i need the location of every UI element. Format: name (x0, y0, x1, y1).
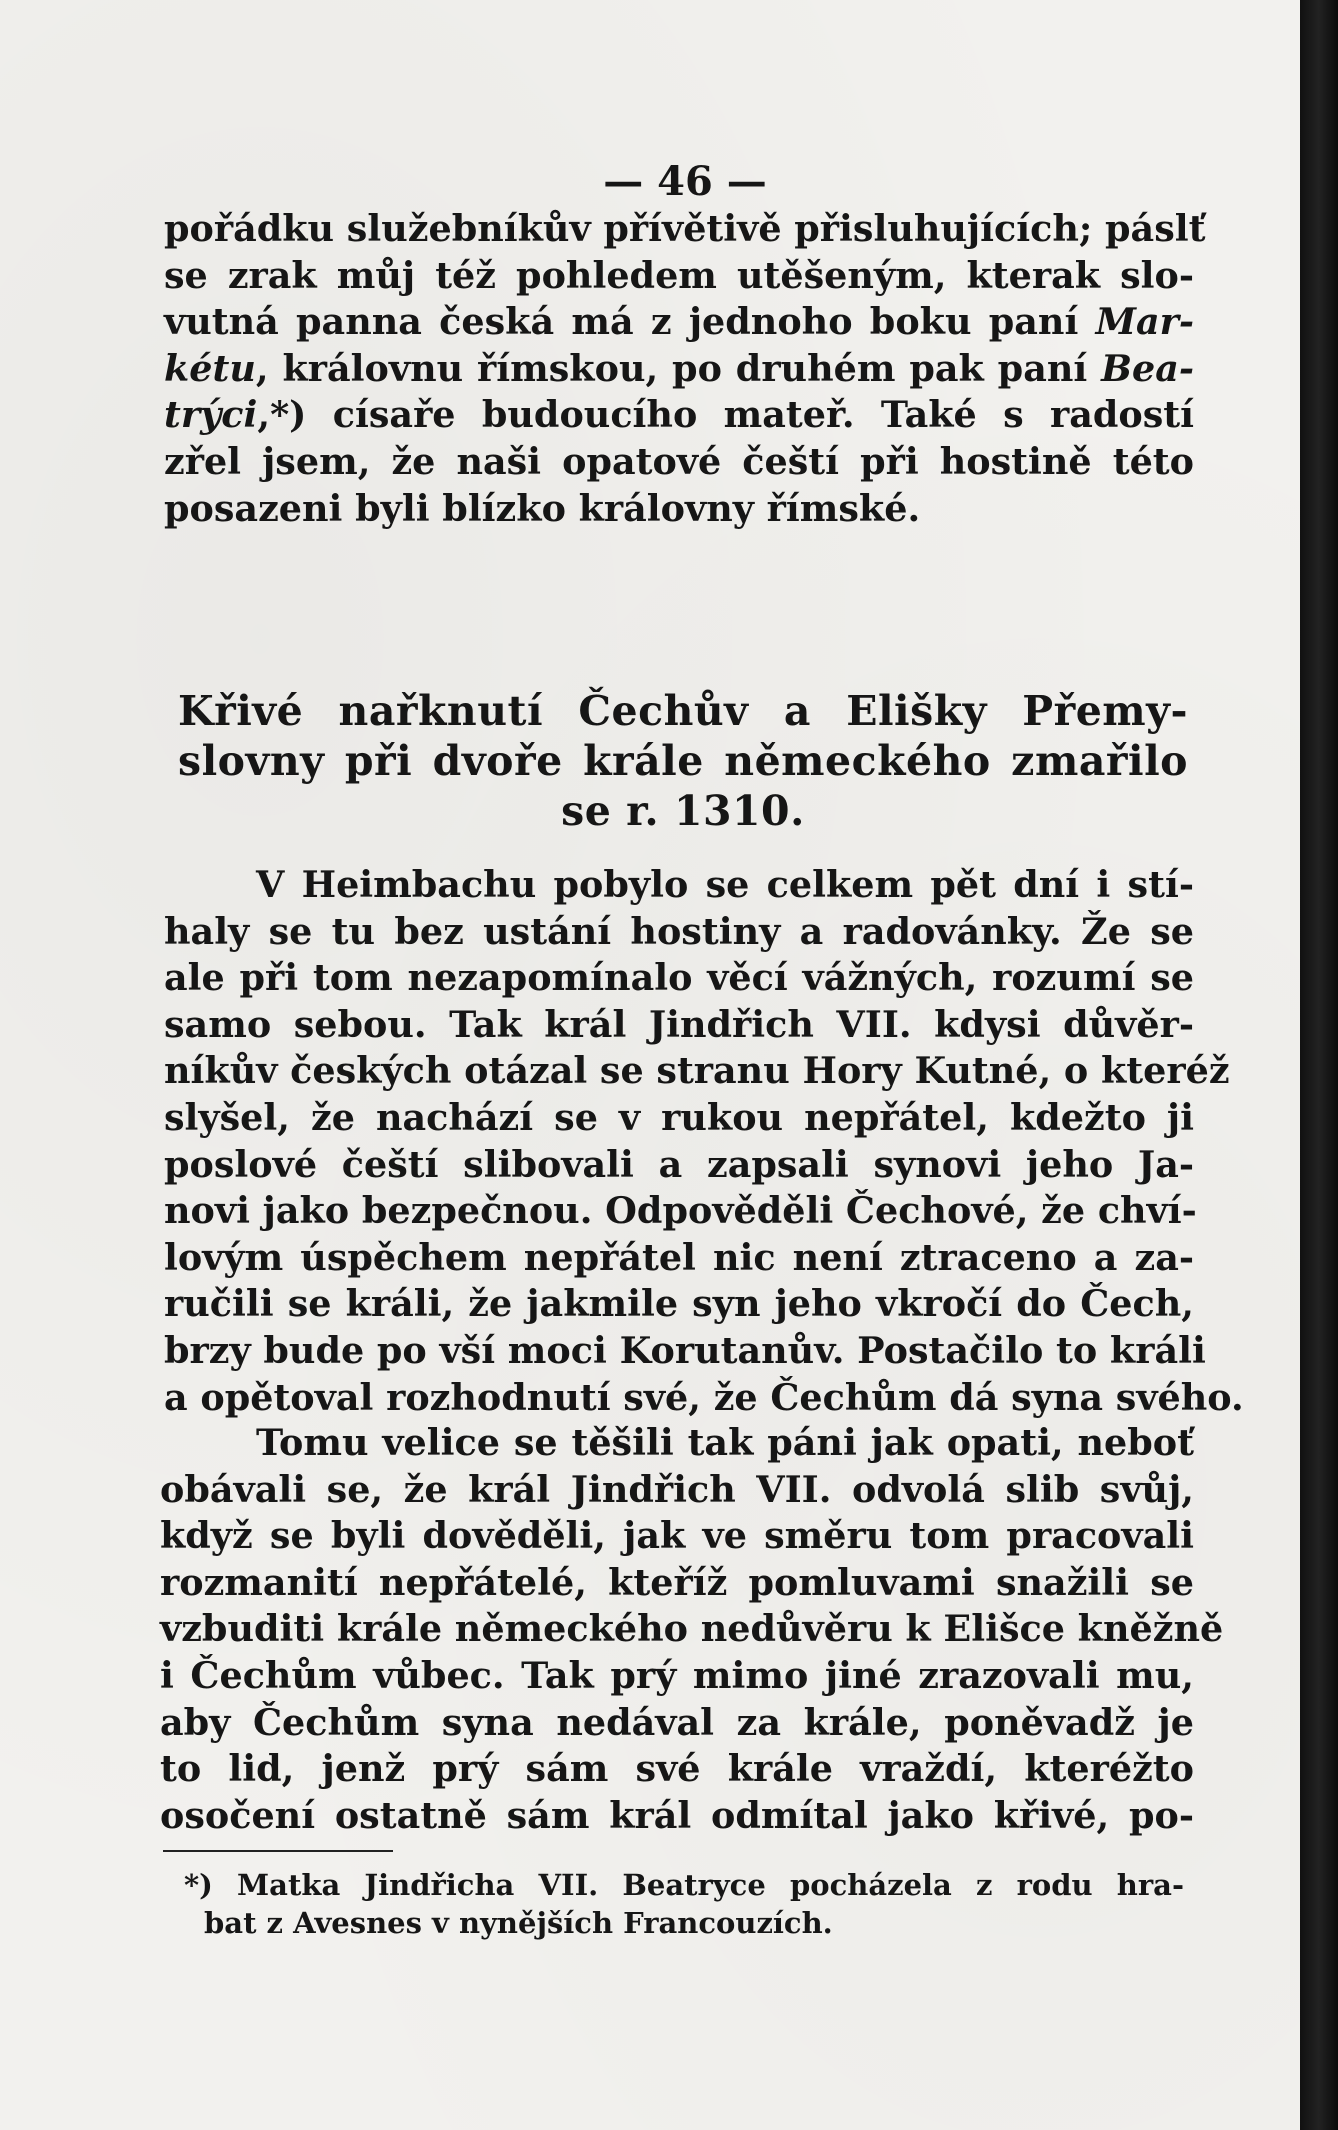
text-line: osočení ostatně sám král odmítal jako křivé, po- (160, 1793, 1194, 1837)
page-edge-shadow (1300, 0, 1338, 2130)
text-line: trýci,*) císaře budoucího mateř. Také s radostí (164, 393, 1194, 437)
text-line: posazeni byli blízko královny římské. (164, 486, 921, 530)
text-line: a opětoval rozhodnutí své, že Čechům dá syna svého. (164, 1375, 1244, 1419)
text-line: novi jako bezpečnou. Odpověděli Čechové, že chví- (164, 1189, 1197, 1233)
text-line: kétu, královnu římskou, po druhém pak paní Bea- (164, 346, 1194, 390)
text-line: se zrak můj též pohledem utěšeným, kterak slo- (164, 253, 1194, 297)
paragraph-3 (160, 1420, 1224, 1839)
page-number: — 46 — (603, 158, 767, 205)
heading-line: slovny při dvoře krále německého zmařilo (178, 737, 1188, 785)
text-line: aby Čechům syna nedával za krále, poněvadž je (160, 1700, 1194, 1744)
text-line: níkův českých otázal se stranu Hory Kutné, o kteréž (164, 1049, 1230, 1093)
heading-line: se r. 1310. (561, 787, 805, 835)
text-line: samo sebou. Tak král Jindřich VII. kdysi důvěr- (164, 1002, 1194, 1046)
text-line: haly se tu bez ustání hostiny a radovánky. Že se (164, 909, 1194, 953)
footnote-line: *) Matka Jindřicha VII. Beatryce pocházela z rodu hra- (184, 1868, 1184, 1902)
text-line: slyšel, že nachází se v rukou nepřátel, kdežto ji (164, 1095, 1194, 1139)
footnote (184, 1866, 1184, 1942)
text-line: rozmanití nepřátelé, kteříž pomluvami snažili se (160, 1560, 1194, 1604)
text-line: to lid, jenž prý sám své krále vraždí, kteréžto (160, 1747, 1194, 1791)
text-line: V Heimbachu pobylo se celkem pět dní i stí- (256, 863, 1194, 906)
text-line: vzbuditi krále německého nedůvěru k Elišce kněžně (160, 1607, 1224, 1651)
text-line: když se byli dověděli, jak ve směru tom pracovali (160, 1514, 1194, 1558)
text-line: ručili se králi, že jakmile syn jeho vkročí do Čech, (164, 1282, 1194, 1326)
paragraph-1 (164, 206, 1206, 532)
footnote-divider (163, 1850, 393, 1852)
footnote-line: bat z Avesnes v nynějších Francouzích. (204, 1906, 833, 1940)
paragraph-2 (164, 862, 1244, 1421)
text-line: lovým úspěchem nepřátel nic není ztraceno a za- (164, 1235, 1194, 1279)
heading-line: Křivé nařknutí Čechův a Elišky Přemy- (178, 687, 1188, 735)
section-heading (178, 686, 1188, 836)
text-line: pořádku služebníkův přívětivě přisluhujících; páslť (164, 207, 1206, 250)
text-line: poslové čeští slibovali a zapsali synovi jeho Ja- (164, 1142, 1194, 1186)
text-line: zřel jsem, že naši opatové čeští při hostině této (164, 439, 1194, 483)
text-line: vutná panna česká má z jednoho boku paní Mar- (164, 300, 1194, 344)
text-line: ale při tom nezapomínalo věcí vážných, rozumí se (164, 956, 1194, 1000)
text-line: Tomu velice se těšili tak páni jak opati, neboť (256, 1421, 1194, 1464)
text-line: brzy bude po vší moci Korutanův. Postačilo to králi (164, 1328, 1206, 1372)
text-line: i Čechům vůbec. Tak prý mimo jiné zrazovali mu, (160, 1653, 1194, 1697)
text-line: obávali se, že král Jindřich VII. odvolá slib svůj, (160, 1467, 1194, 1511)
